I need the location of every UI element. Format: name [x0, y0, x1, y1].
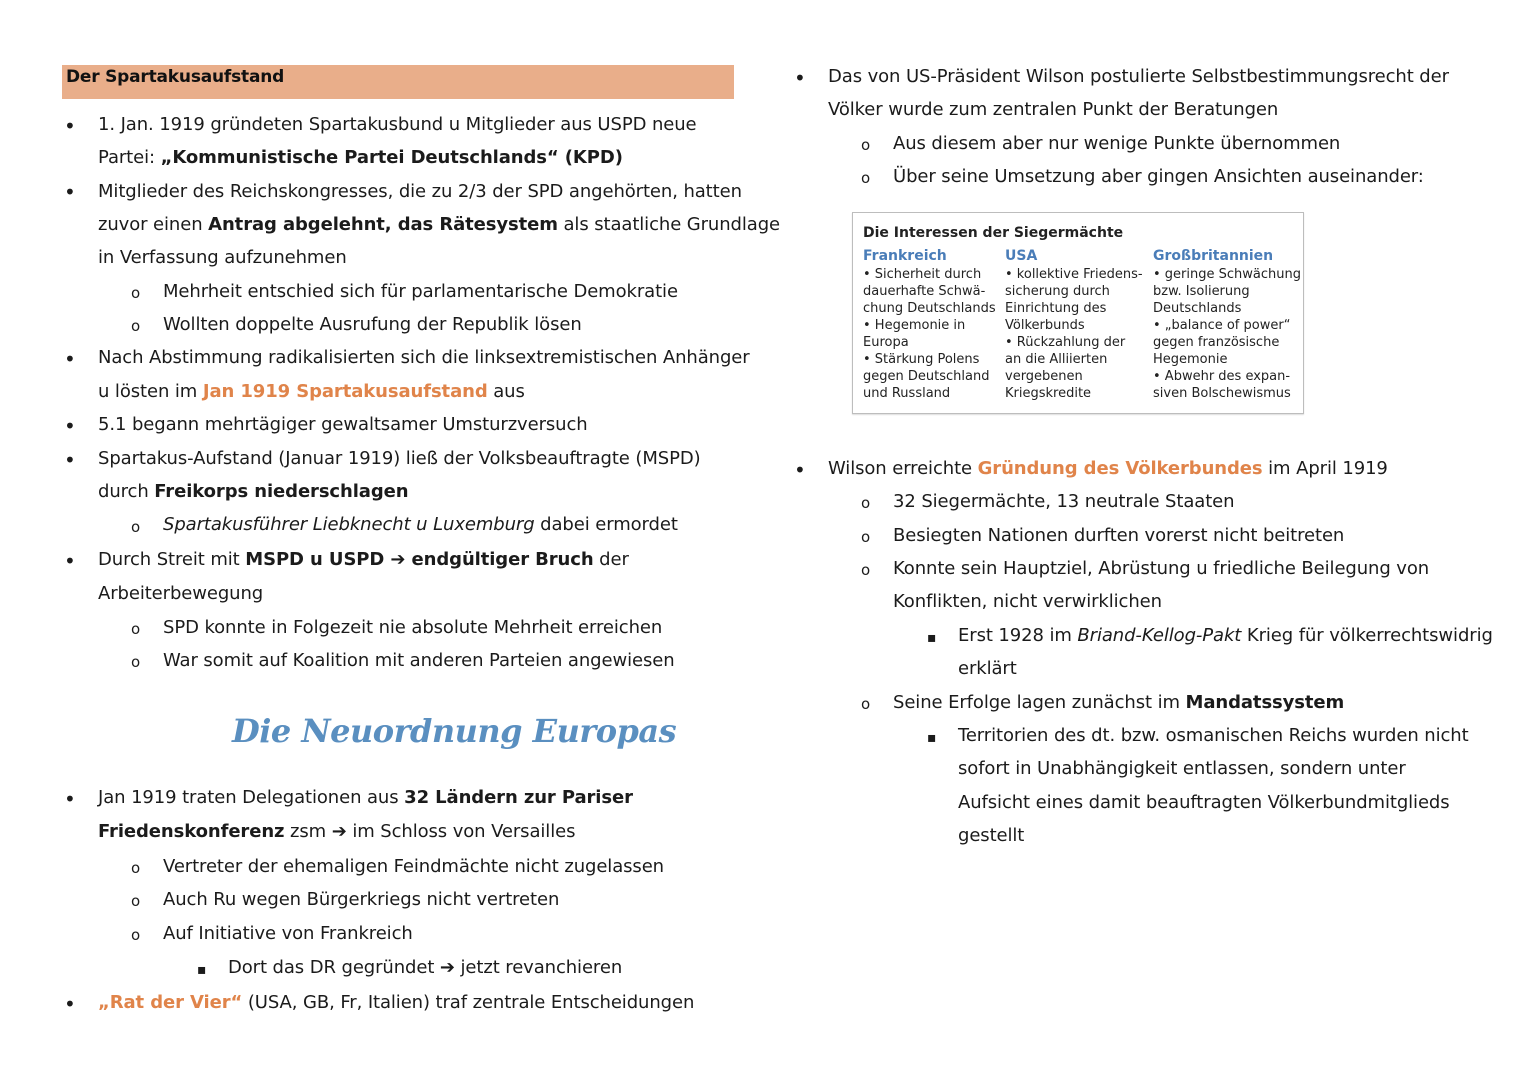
infobox-line: gegen Deutschland — [863, 369, 990, 384]
bullet-icon — [794, 458, 806, 484]
text-line: Mehrheit entschied sich für parlamentarische Demokratie — [163, 281, 678, 302]
circle-bullet-icon — [861, 558, 870, 582]
circle-bullet-icon — [861, 491, 870, 515]
text-line: Seine Erfolge lagen zunächst im Mandatssystem — [893, 692, 1345, 713]
infobox-title: Die Interessen der Siegermächte — [863, 225, 1124, 241]
circle-bullet-icon — [861, 166, 870, 190]
text-line: Spartakus-Aufstand (Januar 1919) ließ der Volksbeauftragte (MSPD) — [98, 448, 701, 469]
text-line: War somit auf Koalition mit anderen Parteien angewiesen — [163, 650, 675, 671]
bullet-icon — [64, 180, 76, 206]
text-line: Wilson erreichte Gründung des Völkerbundes im April 1919 — [828, 458, 1388, 479]
infobox-line: siven Bolschewismus — [1153, 386, 1291, 401]
text-line: Besiegten Nationen durften vorerst nicht beitreten — [893, 525, 1345, 546]
bullet-icon — [64, 787, 76, 813]
infobox-line: Deutschlands — [1153, 301, 1242, 316]
interests-infobox — [852, 212, 1304, 414]
bullet-icon — [64, 347, 76, 373]
text-line: Wollten doppelte Ausrufung der Republik lösen — [163, 314, 582, 335]
text-line: Aus diesem aber nur wenige Punkte übernommen — [893, 133, 1341, 154]
square-bullet-icon — [927, 725, 937, 750]
circle-bullet-icon — [131, 515, 140, 539]
text-line: Friedenskonferenz zsm ➔ im Schloss von Versailles — [98, 821, 576, 842]
text-line: Dort das DR gegründet ➔ jetzt revanchieren — [228, 957, 623, 978]
circle-bullet-icon — [131, 617, 140, 641]
text-line: erklärt — [958, 658, 1017, 679]
infobox-line: • Sicherheit durch — [863, 267, 982, 282]
square-bullet-icon — [927, 625, 937, 650]
infobox-header-usa: USA — [1005, 248, 1038, 264]
section-title-neuordnung: Die Neuordnung Europas — [232, 712, 677, 750]
text-line: durch Freikorps niederschlagen — [98, 481, 409, 502]
bullet-icon — [64, 414, 76, 440]
text-line: sofort in Unabhängigkeit entlassen, sondern unter — [958, 758, 1406, 779]
infobox-line: gegen französische — [1153, 335, 1280, 350]
text-line: zuvor einen Antrag abgelehnt, das Rätesystem als staatliche Grundlage — [98, 214, 781, 235]
text-line: Über seine Umsetzung aber gingen Ansichten auseinander: — [893, 166, 1424, 187]
text-line: Arbeiterbewegung — [98, 583, 264, 604]
section-title-spartakusaufstand: Der Spartakusaufstand — [66, 67, 285, 87]
text-line: Auf Initiative von Frankreich — [163, 923, 413, 944]
text-line: gestellt — [958, 825, 1025, 846]
text-line: 1. Jan. 1919 gründeten Spartakusbund u Mitglieder aus USPD neue — [98, 114, 697, 135]
infobox-line: Einrichtung des — [1005, 301, 1107, 316]
circle-bullet-icon — [131, 650, 140, 674]
text-line: Konflikten, nicht verwirklichen — [893, 591, 1162, 612]
infobox-header-frankreich: Frankreich — [863, 248, 947, 264]
circle-bullet-icon — [131, 889, 140, 913]
text-line: Das von US-Präsident Wilson postulierte Selbstbestimmungsrecht der — [828, 66, 1449, 87]
infobox-line: • geringe Schwächung — [1153, 267, 1301, 282]
section-heading-bar — [62, 65, 734, 99]
bullet-icon — [64, 992, 76, 1018]
text-line: Partei: „Kommunistische Partei Deutschlands“ (KPD) — [98, 147, 623, 168]
infobox-header-grossbritannien: Großbritannien — [1153, 248, 1274, 264]
infobox-line: Kriegskredite — [1005, 386, 1092, 401]
infobox-line: bzw. Isolierung — [1153, 284, 1250, 299]
text-line: Jan 1919 traten Delegationen aus 32 Ländern zur Pariser — [98, 787, 633, 808]
bullet-icon — [794, 66, 806, 92]
infobox-line: und Russland — [863, 386, 951, 401]
circle-bullet-icon — [131, 923, 140, 947]
circle-bullet-icon — [131, 281, 140, 305]
infobox-line: Europa — [863, 335, 909, 350]
text-line: „Rat der Vier“ (USA, GB, Fr, Italien) traf zentrale Entscheidungen — [98, 992, 695, 1013]
text-line: in Verfassung aufzunehmen — [98, 247, 347, 268]
text-line: Aufsicht eines damit beauftragten Völkerbundmitglieds — [958, 792, 1450, 813]
circle-bullet-icon — [861, 525, 870, 549]
infobox-line: • „balance of power“ — [1153, 318, 1291, 333]
text-line: Vertreter der ehemaligen Feindmächte nicht zugelassen — [163, 856, 664, 877]
text-line: 32 Siegermächte, 13 neutrale Staaten — [893, 491, 1235, 512]
text-line: Territorien des dt. bzw. osmanischen Reichs wurden nicht — [958, 725, 1469, 746]
text-line: SPD konnte in Folgezeit nie absolute Mehrheit erreichen — [163, 617, 663, 638]
text-line: Mitglieder des Reichskongresses, die zu 2/3 der SPD angehörten, hatten — [98, 181, 742, 202]
text-line: Erst 1928 im Briand-Kellog-Pakt Krieg für völkerrechtswidrig — [958, 625, 1493, 646]
text-line: u lösten im Jan 1919 Spartakusaufstand aus — [98, 381, 525, 402]
text-line: Auch Ru wegen Bürgerkriegs nicht vertreten — [163, 889, 560, 910]
circle-bullet-icon — [861, 692, 870, 716]
infobox-line: • Rückzahlung der — [1005, 335, 1126, 350]
infobox-line: dauerhafte Schwä- — [863, 284, 986, 299]
infobox-line: • Stärkung Polens — [863, 352, 980, 367]
text-line: Durch Streit mit MSPD u USPD ➔ endgültiger Bruch der — [98, 549, 629, 570]
bullet-icon — [64, 549, 76, 575]
infobox-line: an die Alliierten — [1005, 352, 1108, 367]
text-line: Völker wurde zum zentralen Punkt der Beratungen — [828, 99, 1279, 120]
infobox-line: • kollektive Friedens- — [1005, 267, 1143, 282]
infobox-line: • Hegemonie in — [863, 318, 966, 333]
text-line: Konnte sein Hauptziel, Abrüstung u friedliche Beilegung von — [893, 558, 1430, 579]
infobox-line: vergebenen — [1005, 369, 1083, 384]
text-line: 5.1 begann mehrtägiger gewaltsamer Umsturzversuch — [98, 414, 588, 435]
circle-bullet-icon — [131, 856, 140, 880]
square-bullet-icon — [197, 957, 207, 982]
text-line: Nach Abstimmung radikalisierten sich die linksextremistischen Anhänger — [98, 347, 750, 368]
infobox-line: chung Deutschlands — [863, 301, 996, 316]
infobox-line: Hegemonie — [1153, 352, 1228, 367]
circle-bullet-icon — [131, 314, 140, 338]
circle-bullet-icon — [861, 133, 870, 157]
bullet-icon — [64, 114, 76, 140]
infobox-line: Völkerbunds — [1005, 318, 1085, 333]
bullet-icon — [64, 448, 76, 474]
text-line: Spartakusführer Liebknecht u Luxemburg dabei ermordet — [163, 514, 678, 535]
infobox-line: sicherung durch — [1005, 284, 1110, 299]
infobox-line: • Abwehr des expan- — [1153, 369, 1291, 384]
